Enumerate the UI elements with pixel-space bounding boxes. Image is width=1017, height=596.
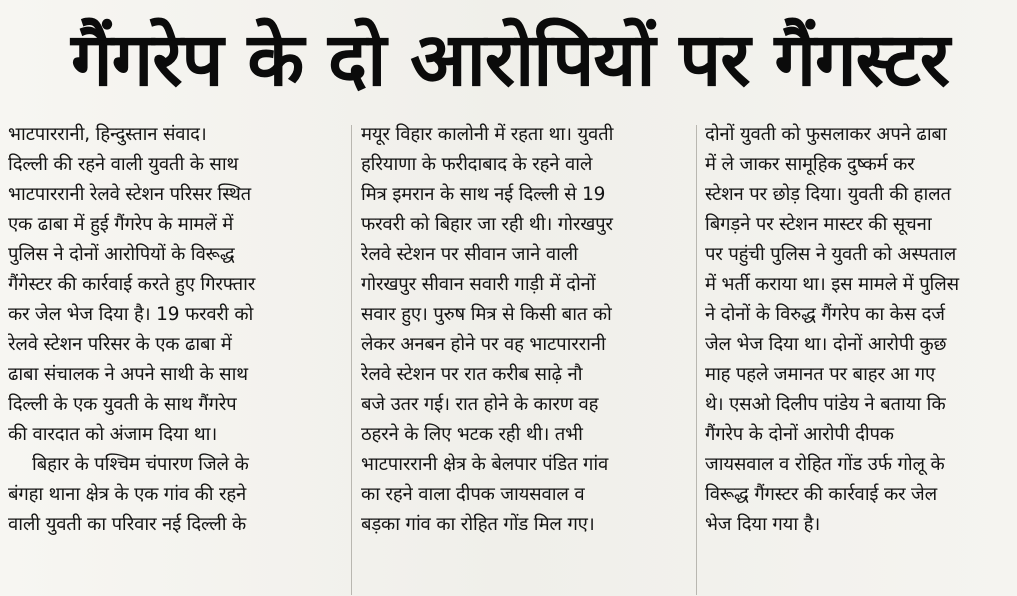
article-line: दिल्ली की रहने वाली युवती के साथ	[8, 154, 239, 175]
article-line: गैंगरेप के दोनों आरोपी दीपक	[705, 424, 894, 445]
article-line: बिगड़ने पर स्टेशन मास्टर की सूचना	[705, 214, 932, 235]
article-line: एक ढाबा में हुई गैंगरेप के मामलें में	[8, 214, 234, 235]
article-line: जेल भेज दिया था। दोनों आरोपी कुछ	[705, 334, 947, 355]
article-line: सवार हुए। पुरुष मित्र से किसी बात को	[361, 304, 612, 325]
article-line: में भर्ती कराया था। इस मामले में पुलिस	[705, 274, 959, 295]
article-line: मयूर विहार कालोनी में रहता था। युवती	[361, 124, 614, 145]
article-line: बड़का गांव का रोहित गोंड मिल गए।	[361, 514, 595, 535]
article-line: माह पहले जमानत पर बाहर आ गए	[705, 364, 936, 385]
article-line: मित्र इमरान के साथ नई दिल्ली से 19	[361, 184, 606, 205]
article-line: ढाबा संचालक ने अपने साथी के साथ	[8, 364, 248, 385]
article-line: बजे उतर गई। रात होने के कारण वह	[361, 394, 599, 415]
article-line: लेकर अनबन होने पर वह भाटपाररानी	[361, 334, 606, 355]
column-divider	[696, 125, 697, 595]
article-line: भेज दिया गया है।	[705, 514, 821, 535]
article-line: रेलवे स्टेशन पर रात करीब साढ़े नौ	[361, 364, 583, 385]
article-line: रेलवे स्टेशन पर सीवान जाने वाली	[361, 244, 578, 265]
article-line: में ले जाकर सामूहिक दुष्कर्म कर	[705, 154, 915, 175]
article-line: विरूद्ध गैंगस्टर की कार्रवाई कर जेल	[705, 484, 937, 505]
article-line: ठहरने के लिए भटक रही थी। तभी	[361, 424, 583, 445]
article-line: ने दोनों के विरुद्ध गैंगरेप का केस दर्ज	[705, 304, 945, 325]
article-line: गोरखपुर सीवान सवारी गाड़ी में दोनों	[361, 274, 596, 295]
article-line: थे। एसओ दिलीप पांडेय ने बताया कि	[705, 394, 946, 415]
article-line: वाली युवती का परिवार नई दिल्ली के	[8, 514, 247, 535]
article-column-2	[361, 120, 687, 596]
article-line: फरवरी को बिहार जा रही थी। गोरखपुर	[361, 214, 613, 235]
headline: गैंगरेप के दो आरोपियों पर गैंगस्टर	[70, 17, 950, 103]
article-line: भाटपाररानी क्षेत्र के बेलपार पंडित गांव	[361, 454, 609, 475]
article-line: हरियाणा के फरीदाबाद के रहने वाले	[361, 154, 593, 175]
article-line: कर जेल भेज दिया है। 19 फरवरी को	[8, 304, 254, 325]
article-line: जायसवाल व रोहित गोंड उर्फ गोलू के	[705, 454, 945, 475]
article-line: दिल्ली के एक युवती के साथ गैंगरेप	[8, 394, 237, 415]
article-line: दोनों युवती को फुसलाकर अपने ढाबा	[705, 124, 947, 145]
article-column-3	[705, 120, 1011, 596]
article-column-1	[8, 120, 342, 596]
article-line: बंगहा थाना क्षेत्र के एक गांव की रहने	[8, 484, 247, 505]
article-line: का रहने वाला दीपक जायसवाल व	[361, 484, 585, 505]
article-line: पर पहुंची पुलिस ने युवती को अस्पताल	[705, 244, 957, 265]
article-line: बिहार के पश्चिम चंपारण जिले के	[32, 454, 249, 475]
article-line: भाटपाररानी, हिन्दुस्तान संवाद।	[8, 124, 207, 145]
article-line: गैंगेस्टर की कार्रवाई करते हुए गिरफ्तार	[8, 274, 256, 295]
column-divider	[351, 125, 352, 595]
article-line: रेलवे स्टेशन परिसर के एक ढाबा में	[8, 334, 232, 355]
article-line: की वारदात को अंजाम दिया था।	[8, 424, 218, 445]
article-line: पुलिस ने दोनों आरोपियों के विरूद्ध	[8, 244, 235, 265]
article-line: स्टेशन पर छोड़ दिया। युवती की हालत	[705, 184, 951, 205]
article-line: भाटपाररानी रेलवे स्टेशन परिसर स्थित	[8, 184, 252, 205]
